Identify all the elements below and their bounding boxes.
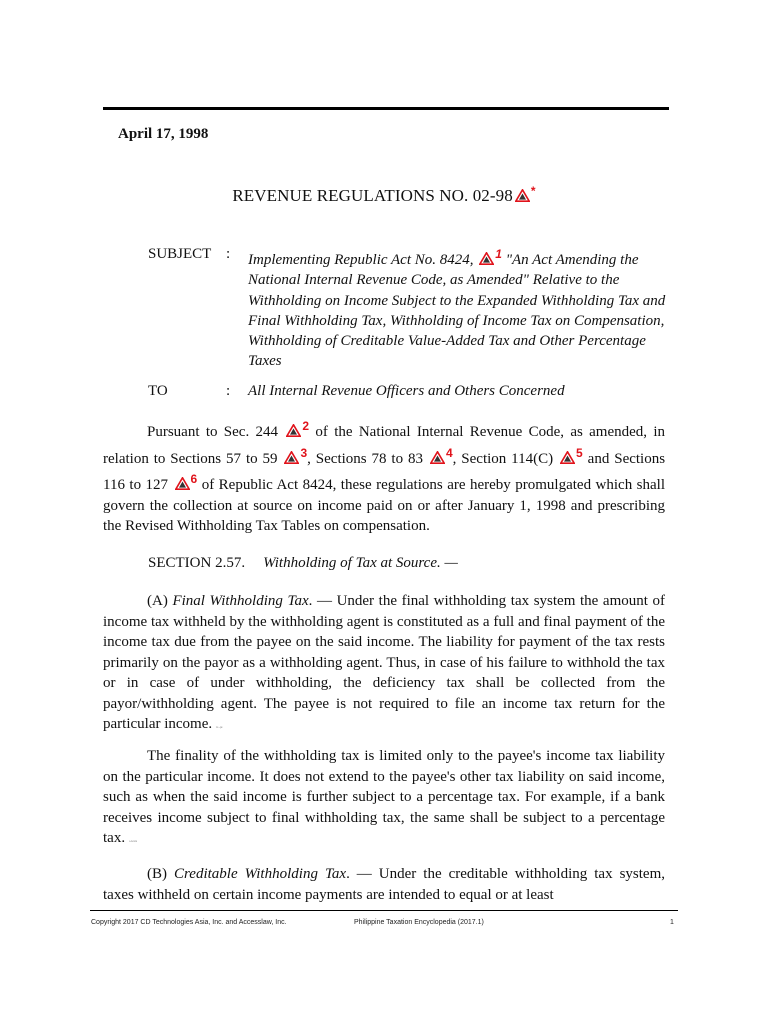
creditable-withholding-paragraph (103, 864, 665, 905)
footer-page-number: 1 (670, 919, 674, 926)
footnote-ref-5[interactable]: 5 (576, 445, 583, 460)
intro-text-2: of the National Internal Revenue Code, as amended, in relation to Sections 57 to 59 (103, 424, 666, 467)
annotation-marker-icon[interactable] (560, 451, 575, 464)
subject-text-start: Implementing Republic Act No. 8424, (248, 252, 474, 268)
regulation-title (0, 184, 768, 206)
intro-text-5: and Sections 116 to 127 (103, 450, 666, 493)
intro-text-4: , Section 114(C) (452, 450, 554, 467)
final-wt-body: . — Under the final withholding tax system the amount of income tax withheld by the withholding agent is constituted as a full and final payment of the income tax due from the payee on the said income. The liability for payment of the tax rests primarily on the payor as a withholding agent. Thus, in case of his failure to withhold the tax or in case of under withholding, the deficiency tax shall be collected from the payor/withholding agent. The payee is not required to file an income tax return for the particular income. (103, 593, 665, 732)
footnote-ref-4[interactable]: 4 (445, 445, 453, 460)
footnote-ref-2[interactable]: 2 (302, 419, 310, 433)
section-number: SECTION 2.57. (148, 555, 246, 571)
annotation-marker-icon[interactable] (284, 451, 299, 464)
footnote-ref-1[interactable]: 1 (495, 247, 502, 261)
finality-paragraph (103, 746, 665, 852)
subject-text-rest: "An Act Amending the National Internal Revenue Code, as Amended" Relative to the Withholding on Income Subject to the Expanded Withholding Tax and Final Withholding Tax, Withholding of Income Tax on Compensation, Withholding of Creditable Value-Added Tax and Other Percentage Taxes (248, 252, 666, 370)
document-date: April 17, 1998 (118, 126, 209, 142)
section-heading (148, 555, 458, 572)
intro-paragraph (103, 416, 665, 537)
final-wt-tiny-mark: i.t.-pr. (215, 725, 224, 729)
footer-encyclopedia: Philippine Taxation Encyclopedia (2017.1) (354, 919, 484, 926)
title-footnote-ref[interactable]: * (530, 184, 536, 198)
annotation-marker-icon[interactable] (479, 252, 494, 265)
intro-text-1: Pursuant to Sec. 244 (147, 424, 279, 440)
section-title: Withholding of Tax at Source. — (263, 555, 458, 571)
annotation-marker-icon[interactable] (175, 477, 190, 490)
intro-text-6: of Republic Act 8424, these regulations are hereby promulgated which shall govern the collection at source on income paid on or after January 1, 1998 and prescribing the Revised Withholding Tax Tables on compensation. (103, 477, 665, 534)
to-text: All Internal Revenue Officers and Others Concerned (248, 383, 565, 399)
finality-tiny-mark: o-lexis (128, 839, 137, 843)
subject-label: SUBJECT (148, 246, 212, 262)
final-wt-heading: Final Withholding Tax (172, 593, 309, 609)
footer-rule (90, 910, 678, 911)
subject-text (248, 244, 668, 372)
finality-body: The finality of the withholding tax is limited only to the payee's income tax liability on the particular income. It does not extend to the payee's other tax liability on said income, such as when the said income is further subject to a percentage tax. For example, if a bank receives income subject to final withholding tax, the same shall be subject to a percentage tax. (103, 748, 665, 846)
subject-colon: : (226, 246, 231, 262)
intro-text-3: , Sections 78 to 83 (307, 450, 424, 467)
to-colon: : (226, 383, 231, 399)
top-rule (103, 107, 669, 110)
final-wt-prefix: (A) (147, 593, 168, 609)
footnote-ref-6[interactable]: 6 (190, 472, 198, 486)
creditable-wt-prefix: (B) (147, 866, 167, 882)
creditable-wt-body: . — Under the creditable withholding tax system, taxes withheld on certain income payments are intended to equal or at least (103, 866, 665, 903)
footer-copyright: Copyright 2017 CD Technologies Asia, Inc. and Accesslaw, Inc. (91, 919, 287, 926)
to-label: TO (148, 383, 168, 399)
annotation-marker-icon[interactable] (286, 424, 301, 437)
annotation-marker-icon[interactable] (430, 451, 445, 464)
annotation-marker-icon[interactable] (515, 189, 530, 202)
footnote-ref-3[interactable]: 3 (300, 445, 308, 460)
creditable-wt-heading: Creditable Withholding Tax (174, 866, 347, 882)
regulation-title-text: REVENUE REGULATIONS NO. 02-98 (232, 186, 513, 205)
final-withholding-paragraph (103, 591, 665, 738)
